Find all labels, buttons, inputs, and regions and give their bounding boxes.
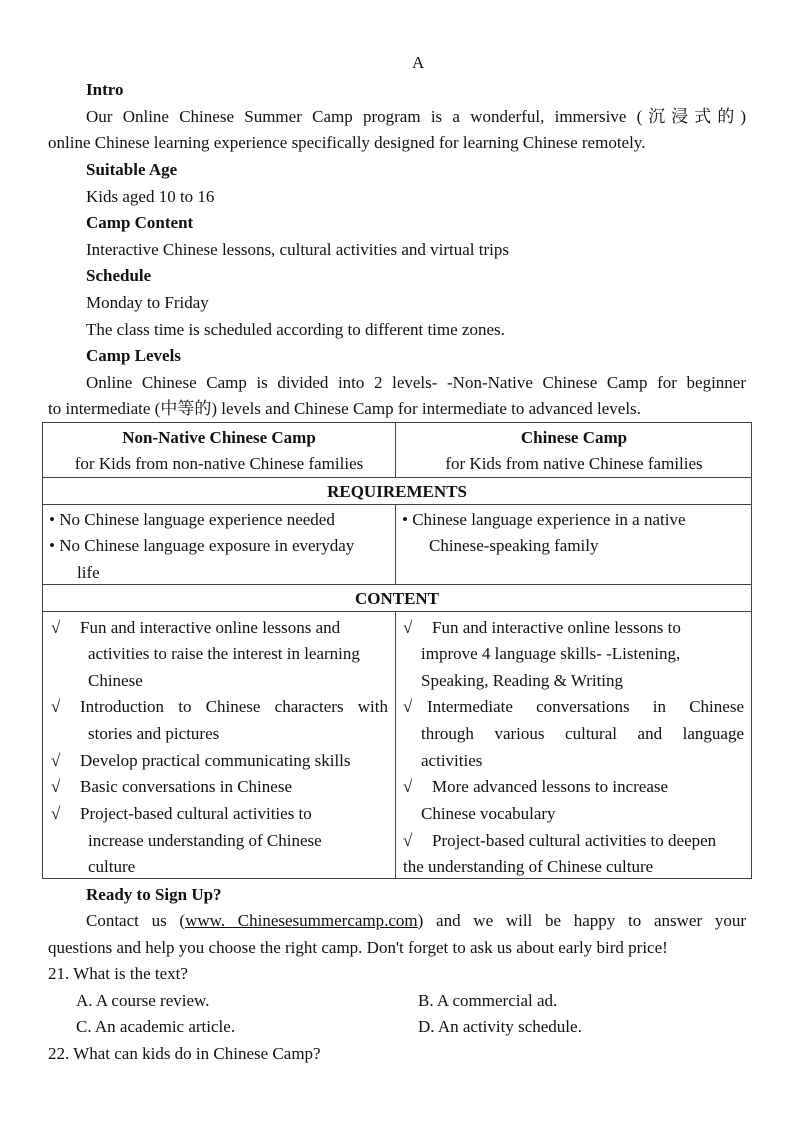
age-heading: Suitable Age <box>86 160 178 179</box>
section-letter: A <box>412 53 425 72</box>
right-content-line: Speaking, Reading & Writing <box>421 671 624 690</box>
camp-content-heading: Camp Content <box>86 213 194 232</box>
left-content-line: increase understanding of Chinese <box>88 831 322 850</box>
right-content-line: improve 4 language skills- -Listening, <box>421 644 681 663</box>
levels-heading: Camp Levels <box>86 346 181 365</box>
check-icon: √ <box>403 697 413 716</box>
left-requirement: life <box>77 563 100 582</box>
left-requirement: • No Chinese language experience needed <box>49 510 335 529</box>
right-requirement: • Chinese language experience in a native <box>402 510 686 529</box>
check-icon: √ <box>403 831 413 850</box>
table-rule <box>43 477 751 478</box>
table-rule <box>43 611 751 612</box>
check-icon: √ <box>51 697 61 716</box>
question-21-stem: 21. What is the text? <box>48 964 188 983</box>
left-requirement: • No Chinese language exposure in everyday <box>49 536 355 555</box>
table-divider-middle <box>395 504 396 584</box>
question-21-option-d: D. An activity schedule. <box>418 1017 582 1036</box>
right-content-line: through various cultural and language <box>421 724 744 743</box>
left-content-line: Develop practical communicating skills <box>80 751 351 770</box>
left-content-line: activities to raise the interest in learning <box>88 644 360 663</box>
question-21-option-b: B. A commercial ad. <box>418 991 558 1010</box>
chinese-camp-title: Chinese Camp <box>520 428 628 447</box>
content-label: CONTENT <box>354 589 440 608</box>
left-content-line: Chinese <box>88 671 143 690</box>
requirements-label: REQUIREMENTS <box>327 482 467 501</box>
left-content-line: Project-based cultural activities to <box>80 804 312 823</box>
left-content-line: Introduction to Chinese characters with <box>80 697 388 716</box>
right-content-line: More advanced lessons to increase <box>432 777 669 796</box>
signup-line-1 <box>86 910 746 932</box>
left-content-line: culture <box>88 857 136 876</box>
intro-line-1: Our Online Chinese Summer Camp program is a wonderful, immersive (沉浸式的) <box>86 107 746 126</box>
intro-heading: Intro <box>86 80 124 99</box>
right-requirement: Chinese-speaking family <box>429 536 599 555</box>
schedule-heading: Schedule <box>86 266 152 285</box>
table-rule <box>43 504 751 505</box>
check-icon: √ <box>403 777 413 796</box>
right-content-line: Fun and interactive online lessons to <box>432 618 681 637</box>
left-content-line: stories and pictures <box>88 724 220 743</box>
table-rule <box>43 584 751 585</box>
table-divider-bottom <box>395 611 396 879</box>
right-content-line: Chinese vocabulary <box>421 804 556 823</box>
check-icon: √ <box>51 777 61 796</box>
intro-line-2: online Chinese learning experience specifically designed for learning Chinese remotely. <box>48 133 646 152</box>
age-text: Kids aged 10 to 16 <box>86 187 215 206</box>
signup-line-2: questions and help you choose the right camp. Don't forget to ask us about early bird price! <box>48 938 668 957</box>
left-content-line: Basic conversations in Chinese <box>80 777 292 796</box>
chinese-camp-subtitle: for Kids from native Chinese families <box>445 454 703 473</box>
camp-comparison-table <box>42 422 752 879</box>
non-native-camp-title: Non-Native Chinese Camp <box>122 428 316 447</box>
signup-text-post: ) and we will be happy to answer your <box>417 911 746 930</box>
check-icon: √ <box>51 804 61 823</box>
camp-content-text: Interactive Chinese lessons, cultural activities and virtual trips <box>86 240 509 259</box>
question-21-option-c: C. An academic article. <box>76 1017 236 1036</box>
signup-text-pre: Contact us ( <box>86 911 186 930</box>
camp-website-link[interactable]: www. Chinesesummercamp.com <box>185 911 418 930</box>
right-content-line: Project-based cultural activities to deepen <box>432 831 717 850</box>
check-icon: √ <box>51 618 61 637</box>
levels-line-1: Online Chinese Camp is divided into 2 levels- -Non-Native Chinese Camp for beginner <box>86 373 746 392</box>
check-icon: √ <box>403 618 413 637</box>
non-native-camp-subtitle: for Kids from non-native Chinese families <box>74 454 364 473</box>
question-21-option-a: A. A course review. <box>76 991 210 1010</box>
right-content-line: activities <box>421 751 483 770</box>
check-icon: √ <box>51 751 61 770</box>
schedule-line-2: The class time is scheduled according to different time zones. <box>86 320 505 339</box>
question-22-stem: 22. What can kids do in Chinese Camp? <box>48 1044 321 1063</box>
signup-heading: Ready to Sign Up? <box>86 885 222 904</box>
right-content-line: the understanding of Chinese culture <box>403 857 654 876</box>
left-content-line: Fun and interactive online lessons and <box>80 618 341 637</box>
schedule-line-1: Monday to Friday <box>86 293 209 312</box>
right-content-line: Intermediate conversations in Chinese <box>427 697 744 716</box>
levels-line-2: to intermediate (中等的) levels and Chinese Camp for intermediate to advanced levels. <box>48 399 641 418</box>
